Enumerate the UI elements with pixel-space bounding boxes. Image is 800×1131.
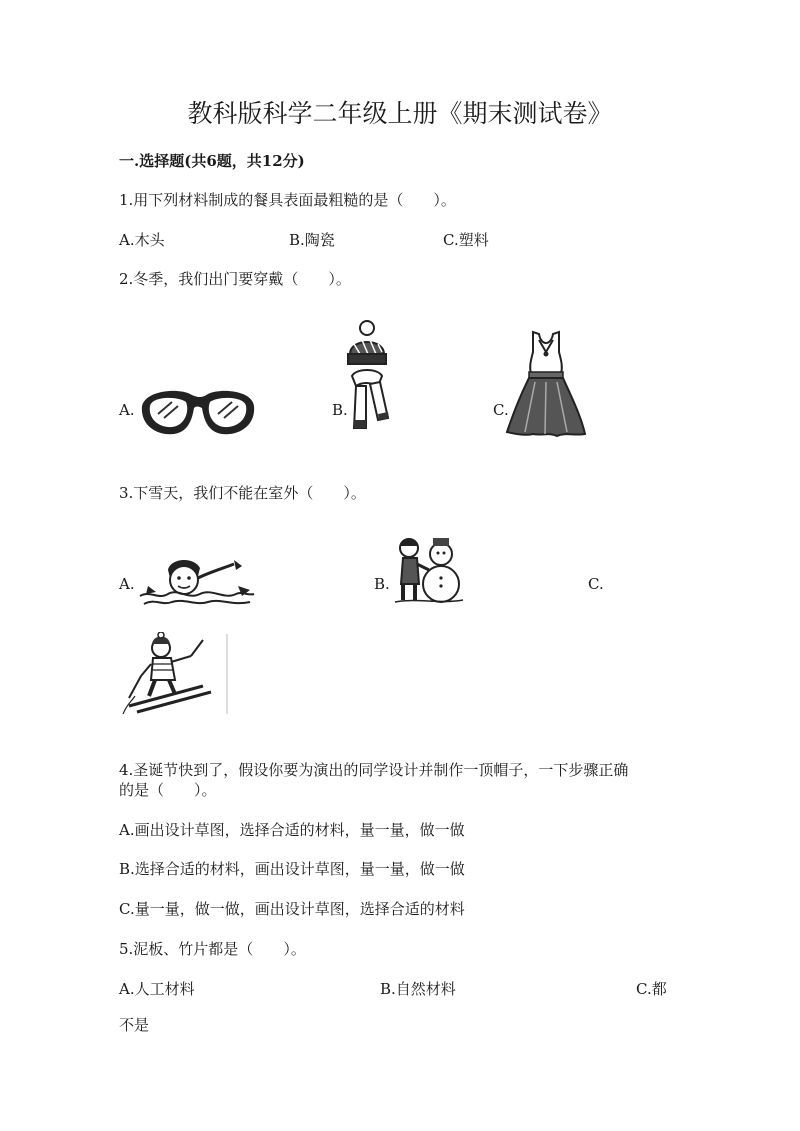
question-1-stem: 1.用下列材料制成的餐具表面最粗糙的是（ ）。: [119, 191, 456, 209]
q1-option-c[interactable]: C.塑料: [443, 231, 489, 249]
q2-option-c[interactable]: C.: [493, 401, 509, 419]
building-snowman-icon: [393, 534, 465, 606]
page-title: 教科版科学二年级上册《期末测试卷》: [187, 99, 613, 128]
question-3-stem: 3.下雪天，我们不能在室外（ ）。: [119, 484, 366, 502]
q3-option-b[interactable]: B.: [374, 575, 390, 593]
question-4-stem-line2: 的是（ ）。: [119, 781, 217, 799]
q2-option-b[interactable]: B.: [332, 401, 348, 419]
swimming-child-icon: [138, 556, 256, 610]
q3-option-c[interactable]: C.: [588, 575, 604, 593]
q4-option-b[interactable]: B.选择合适的材料，画出设计草图，量一量，做一做: [119, 860, 465, 878]
hat-and-scarf-icon: [338, 320, 398, 440]
skiing-child-icon: [121, 632, 231, 716]
q5-option-c-continued: 不是: [119, 1016, 150, 1034]
question-5-stem: 5.泥板、竹片都是（ ）。: [119, 940, 306, 958]
q1-option-a[interactable]: A.木头: [119, 231, 165, 249]
q3-option-a[interactable]: A.: [119, 575, 135, 593]
q5-option-c[interactable]: C.都: [636, 980, 667, 998]
q4-option-c[interactable]: C.量一量，做一做，画出设计草图，选择合适的材料: [119, 900, 465, 918]
q2-option-a[interactable]: A.: [119, 401, 135, 419]
q1-option-b[interactable]: B.陶瓷: [289, 231, 335, 249]
q4-option-a[interactable]: A.画出设计草图，选择合适的材料，量一量，做一做: [119, 821, 465, 839]
section-heading: 一.选择题(共6题，共12分): [119, 152, 305, 170]
question-4-stem-line1: 4.圣诞节快到了，假设你要为演出的同学设计并制作一顶帽子，一下步骤正确: [119, 761, 629, 779]
sunglasses-icon: [138, 384, 258, 440]
q5-option-a[interactable]: A.人工材料: [119, 980, 195, 998]
dress-icon: [505, 330, 587, 440]
q5-option-b[interactable]: B.自然材料: [380, 980, 456, 998]
question-2-stem: 2.冬季，我们出门要穿戴（ ）。: [119, 270, 351, 288]
